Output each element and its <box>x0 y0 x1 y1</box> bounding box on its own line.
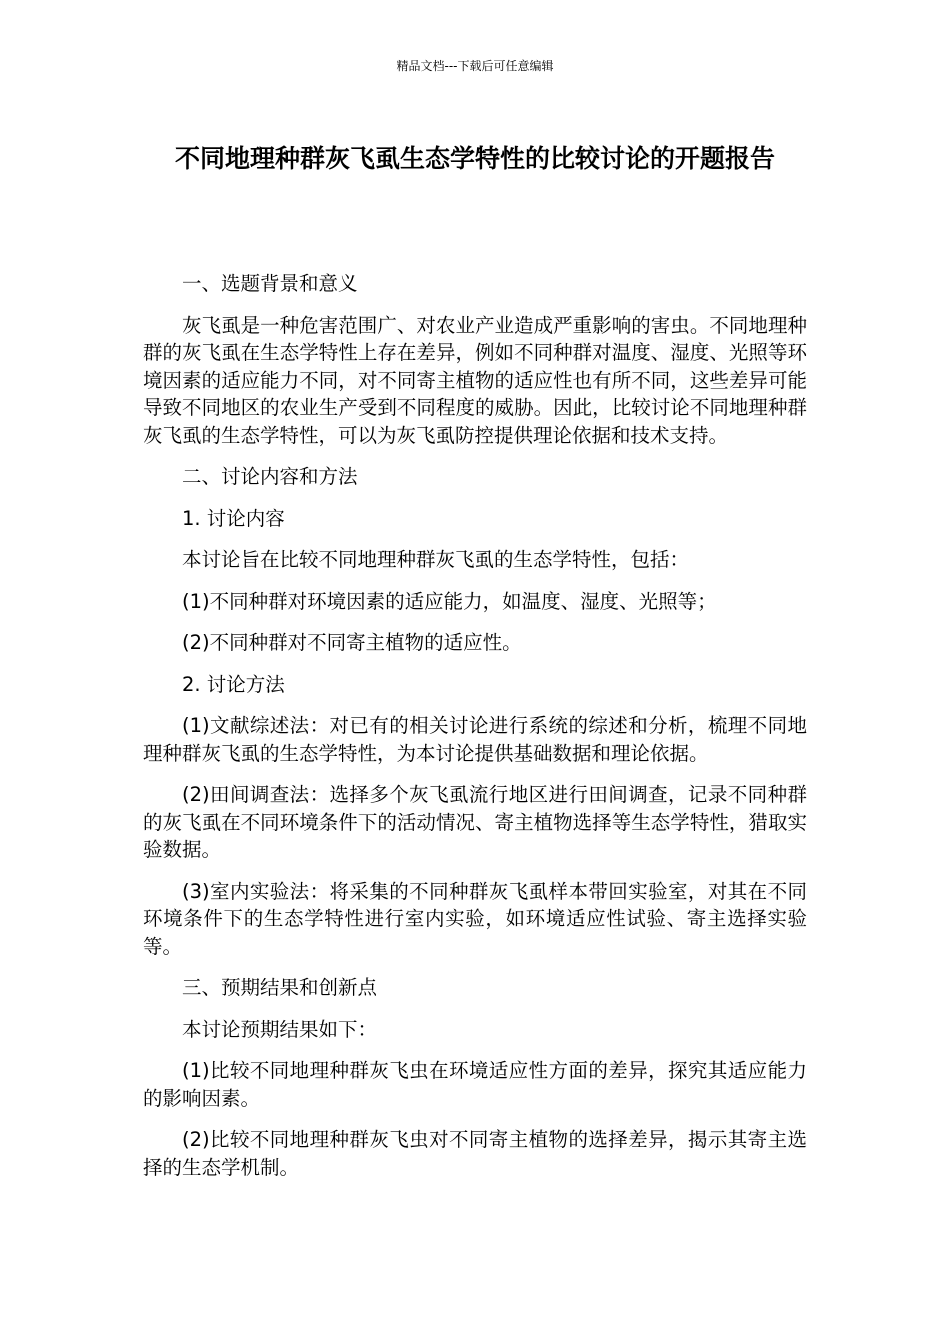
list-item-method-3: (3)室内实验法：将采集的不同种群灰飞虱样本带回实验室，对其在不同环境条件下的生态学特性进行室内实验，如环境适应性试验、寄主选择实验等。 <box>143 879 807 958</box>
section-heading-results: 三、预期结果和创新点 <box>182 976 378 999</box>
document-title: 不同地理种群灰飞虱生态学特性的比较讨论的开题报告 <box>174 144 775 173</box>
subheading-methods: 2. 讨论方法 <box>182 672 285 696</box>
list-item-method-2: (2)田间调查法：选择多个灰飞虱流行地区进行田间调查，记录不同种群的灰飞虱在不同环境条件下的活动情况、寄主植物选择等生态学特性，猎取实验数据。 <box>143 783 807 861</box>
list-item-result-2: (2)比较不同地理种群灰飞虫对不同寄主植物的选择差异，揭示其寄主选择的生态学机制。 <box>143 1128 807 1179</box>
list-item-content-2: (2)不同种群对不同寄主植物的适应性。 <box>182 631 522 654</box>
section-heading-content-methods: 二、讨论内容和方法 <box>182 465 358 488</box>
document-body <box>143 270 807 1195</box>
list-item-method-1: (1)文献综述法：对已有的相关讨论进行系统的综述和分析，梳理不同地理种群灰飞虱的生态学特性，为本讨论提供基础数据和理论依据。 <box>143 714 807 765</box>
subheading-content: 1. 讨论内容 <box>182 506 285 530</box>
header-note: 精品文档---下载后可任意编辑 <box>396 59 554 73</box>
paragraph-background: 灰飞虱是一种危害范围广、对农业产业造成严重影响的害虫。不同地理种群的灰飞虱在生态学特性上存在差异，例如不同种群对温度、湿度、光照等环境因素的适应能力不同，对不同寄主植物的适应性也有所不同，这些差异可能导致不同地区的农业生产受到不同程度的威胁。因此，比较讨论不同地理种群灰飞虱的生态学特性，可以为灰飞虱防控提供理论依据和技术支持。 <box>143 313 807 447</box>
section-heading-background: 一、选题背景和意义 <box>182 272 358 295</box>
paragraph-results-intro: 本讨论预期结果如下： <box>182 1017 378 1041</box>
list-item-result-1: (1)比较不同地理种群灰飞虫在环境适应性方面的差异，探究其适应能力的影响因素。 <box>143 1059 807 1110</box>
list-item-content-1: (1)不同种群对环境因素的适应能力，如温度、湿度、光照等； <box>182 589 717 613</box>
paragraph-content-intro: 本讨论旨在比较不同地理种群灰飞虱的生态学特性，包括： <box>182 548 690 571</box>
